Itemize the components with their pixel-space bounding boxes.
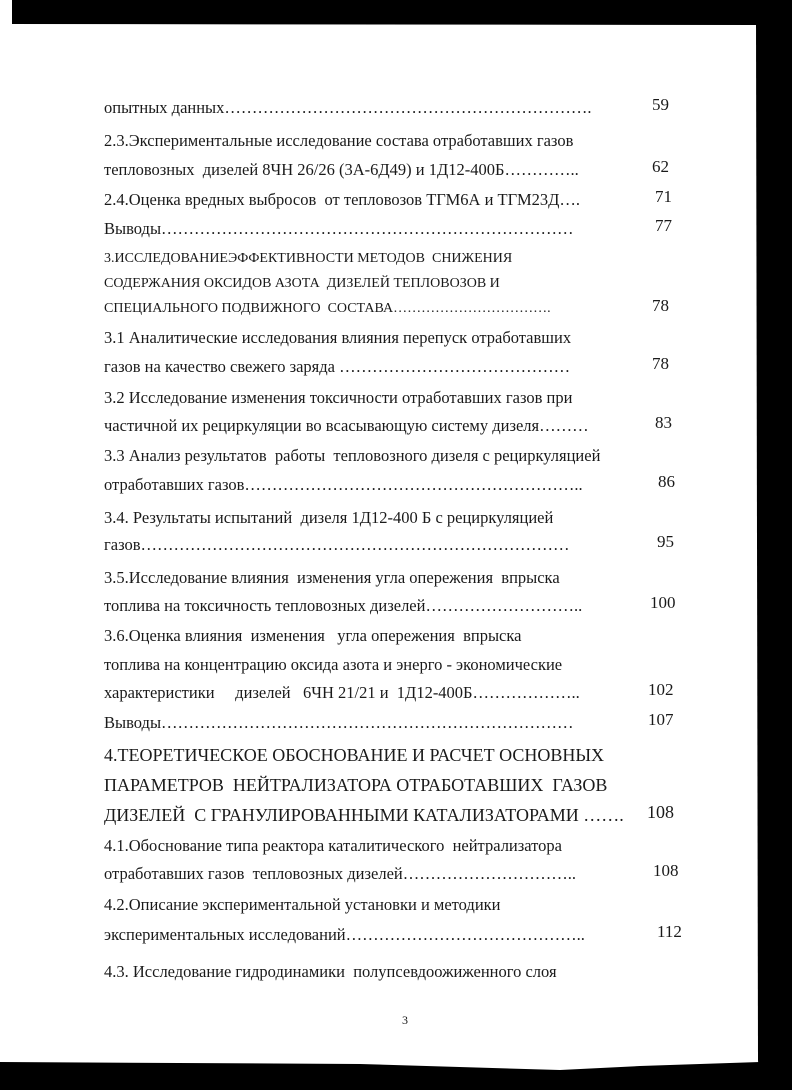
toc-entry-continued: 3.5.Исследование влияния изменения угла опережения впрыска [104,568,560,587]
toc-page-number: 77 [655,216,672,235]
toc-entry-continued: ПАРАМЕТРОВ НЕЙТРАЛИЗАТОРА ОТРАБОТАВШИХ ГАЗОВ [104,775,608,795]
toc-entry: тепловозных дизелей 8ЧН 26/26 (3А-6Д49) и 1Д12-400Б………….. [104,160,579,179]
toc-page-number: 78 [652,296,669,315]
toc-page-number: 59 [652,95,669,114]
toc-entry-continued: 2.3.Экспериментальные исследование состава отработавших газов [104,131,574,150]
toc-page-number: 83 [655,413,672,432]
toc-entry-continued: 4.1.Обоснование типа реактора каталитического нейтрализатора [104,836,562,855]
toc-entry: СПЕЦИАЛЬНОГО ПОДВИЖНОГО СОСТАВА……………………………. [104,301,551,316]
toc-entry-continued: 3.ИССЛЕДОВАНИЕЭФФЕКТИВНОСТИ МЕТОДОВ СНИЖЕНИЯ [104,251,513,266]
toc-entry-continued: 3.6.Оценка влияния изменения угла опережения впрыска [104,626,522,645]
toc-entry-continued: 3.1 Аналитические исследования влияния перепуск отработавших [104,328,572,347]
toc-entry: газов…………………………………………………………………… [104,535,570,554]
toc-page-number: 62 [652,157,669,176]
toc-entry: частичной их рециркуляции во всасывающую систему дизеля……… [104,416,589,435]
toc-page-number: 78 [652,354,669,373]
toc-entry: газов на качество свежего заряда …………………………………… [104,357,571,376]
toc-entry: топлива на токсичность тепловозных дизелей……………………….. [104,596,583,615]
toc-page-number: 102 [648,680,674,699]
toc-page-number: 108 [653,861,679,880]
toc-entry: отработавших газов тепловозных дизелей………………………….. [104,864,576,883]
toc-page-number: 108 [647,802,674,822]
toc-entry-continued: СОДЕРЖАНИЯ ОКСИДОВ АЗОТА ДИЗЕЛЕЙ ТЕПЛОВОЗОВ И [104,276,500,291]
toc-page-number: 107 [648,710,674,729]
toc-entry-continued: 4.ТЕОРЕТИЧЕСКОЕ ОБОСНОВАНИЕ И РАСЧЕТ ОСНОВНЫХ [104,745,605,765]
toc-entry: отработавших газов…………………………………………………….. [104,475,583,494]
toc-entry: ДИЗЕЛЕЙ С ГРАНУЛИРОВАННЫМИ КАТАЛИЗАТОРАМИ ……. [104,805,624,825]
toc-page-number: 100 [650,593,676,612]
toc-entry: Выводы………………………………………………………………… [104,219,574,238]
toc-entry: 2.4.Оценка вредных выбросов от тепловозов ТГМ6А и ТГМ23Д…. [104,190,580,209]
toc-entry-continued: 4.2.Описание экспериментальной установки и методики [104,895,501,914]
toc-entry-continued: 4.3. Исследование гидродинамики полупсевдоожиженного слоя [104,962,557,981]
scan-border-right [756,12,792,1090]
toc-entry-continued: топлива на концентрацию оксида азота и энерго - экономические [104,655,563,674]
toc-page-number: 71 [655,187,672,206]
scan-border-bottom [0,1062,792,1090]
scan-border-top [12,0,792,25]
page-number: 3 [402,1013,408,1027]
toc-entry-continued: 3.2 Исследование изменения токсичности отработавших газов при [104,388,573,407]
toc-entry-continued: 3.4. Результаты испытаний дизеля 1Д12-400 Б с рециркуляцией [104,508,554,527]
toc-entry: экспериментальных исследований…………………………………….. [104,925,585,944]
toc-page-number: 95 [657,532,674,551]
toc-page-number: 86 [658,472,675,491]
toc-entry: характеристики дизелей 6ЧН 21/21 и 1Д12-400Б……………….. [104,683,580,702]
toc-entry: опытных данных…………………………………………………………. [104,98,592,117]
toc-entry: Выводы………………………………………………………………… [104,713,574,732]
toc-entry-continued: 3.3 Анализ результатов работы тепловозного дизеля с рециркуляцией [104,446,601,465]
toc-page-number: 112 [657,922,682,941]
